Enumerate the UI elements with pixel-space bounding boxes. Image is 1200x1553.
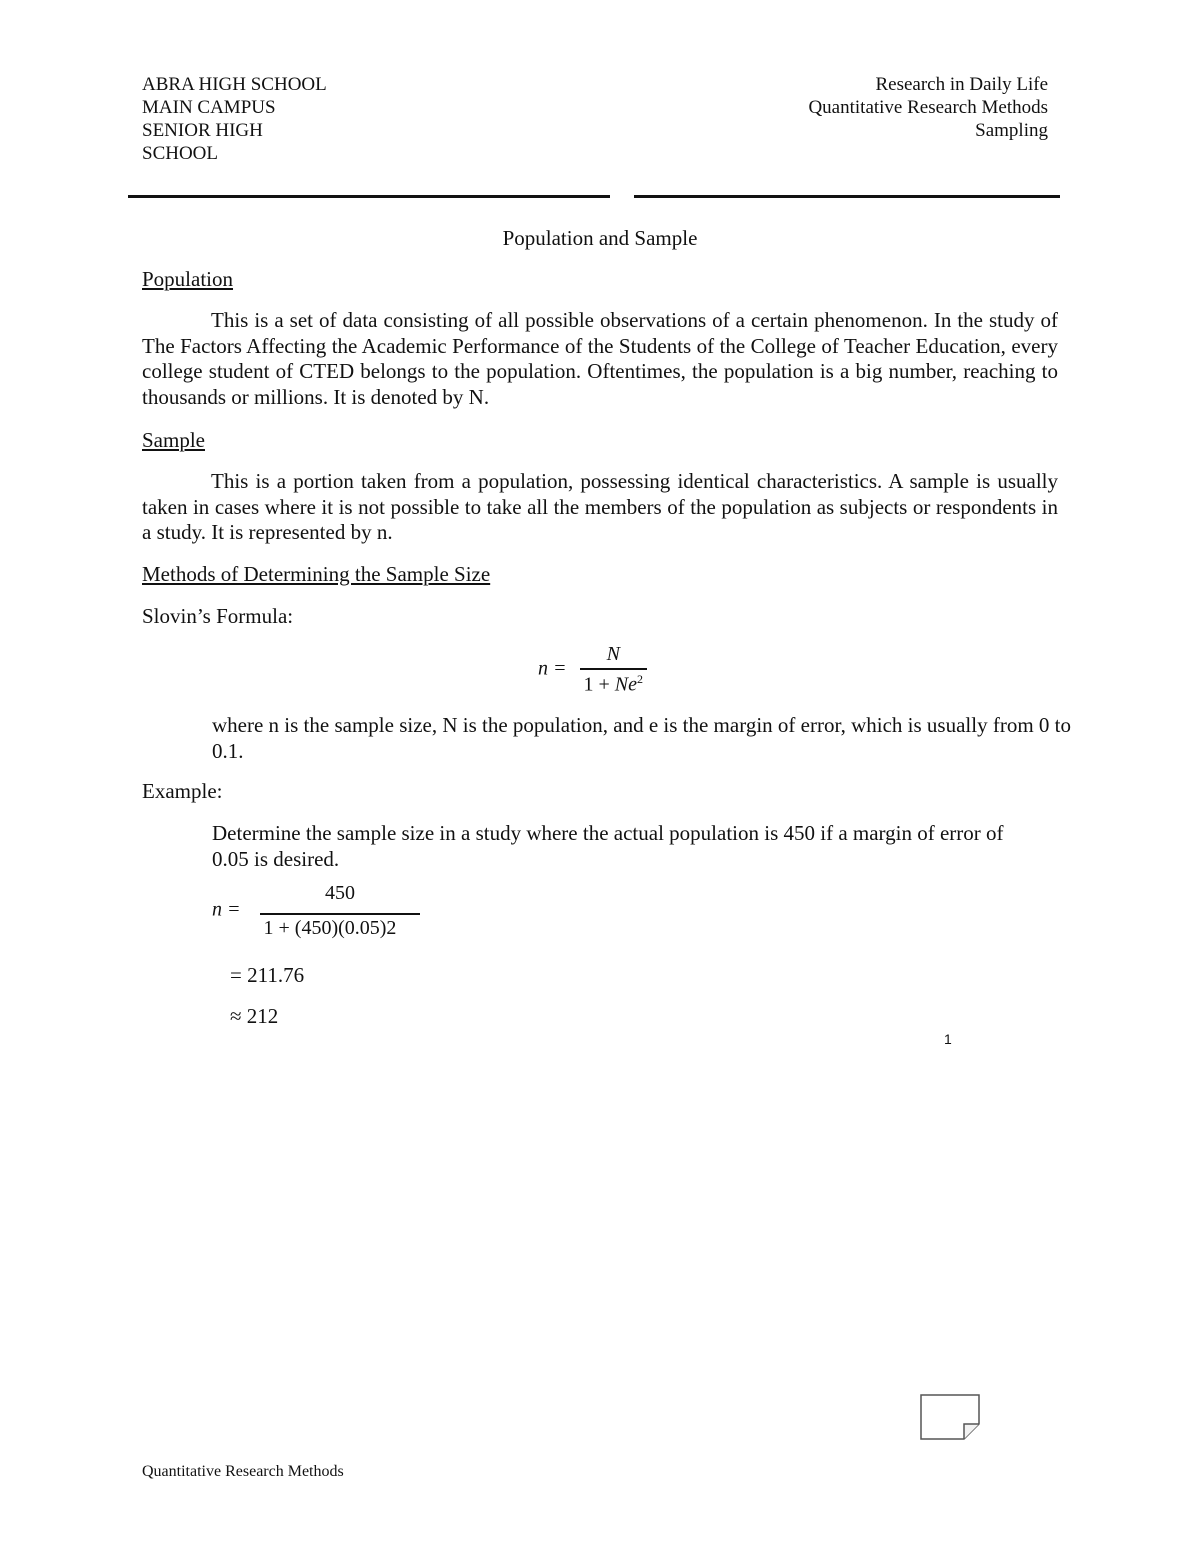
header-right — [808, 73, 1048, 142]
header-rule-right — [634, 195, 1060, 198]
formula-label: Slovin’s Formula: — [142, 604, 294, 628]
formula-lhs: n = — [538, 657, 567, 680]
population-heading: Population — [142, 267, 234, 291]
school-name: ABRA HIGH SCHOOL — [142, 74, 327, 95]
formula-explanation: where n is the sample size, N is the population, and e is the margin of error, which is usually from 0 to 0.1. — [212, 713, 1072, 763]
denominator-var: Ne — [614, 673, 637, 696]
department-name: SENIOR HIGH — [142, 120, 263, 141]
header-rule-left — [128, 195, 610, 198]
topic-name: Sampling — [975, 120, 1048, 141]
formula-numerator: N — [606, 643, 620, 665]
example-problem: Determine the sample size in a study where the actual population is 450 if a margin of error of 0.05 is desired. — [212, 821, 1004, 871]
example-formula — [212, 882, 420, 940]
methods-heading: Methods of Determining the Sample Size — [142, 562, 491, 586]
population-paragraph: This is a set of data consisting of all possible observations of a certain phenomenon. In the study of The Factors Affecting the Academic Performance of the Students of the College of Teacher Education, every college student of CTED belongs to the population. Oftentimes, the population is a big number, reaching to thousands or millions. It is denoted by N. — [142, 308, 1058, 409]
course-name: Quantitative Research Methods — [808, 97, 1048, 118]
sample-paragraph: This is a portion taken from a population, possessing identical characteristics. A sample is usually taken in cases where it is not possible to take all the members of the population as subjects or respondents in a study. It is represented by n. — [142, 469, 1058, 544]
subject-name: Research in Daily Life — [875, 74, 1048, 95]
denominator-prefix: 1 + — [583, 673, 615, 696]
example-lhs: n = — [212, 898, 241, 921]
example-numerator: 450 — [324, 882, 355, 904]
sample-heading: Sample — [142, 428, 205, 452]
formula-fraction — [580, 643, 648, 697]
header-left — [142, 73, 327, 164]
note-icon — [920, 1394, 980, 1440]
example-label: Example: — [142, 779, 223, 803]
example-step-1: = 211.76 — [230, 963, 305, 987]
example-denominator: 1 + (450)(0.05)2 — [260, 913, 421, 940]
denominator-exp: 2 — [637, 672, 643, 686]
campus-name: MAIN CAMPUS — [142, 97, 276, 118]
slovin-formula — [538, 643, 647, 697]
formula-denominator — [580, 668, 648, 697]
department-name-cut: SCHOOL — [142, 143, 219, 164]
page-title: Population and Sample — [502, 226, 698, 250]
example-fraction — [260, 882, 421, 940]
page-footer: Quantitative Research Methods — [142, 1463, 344, 1480]
page-number: 1 — [944, 1031, 952, 1047]
example-step-2: ≈ 212 — [230, 1004, 279, 1028]
